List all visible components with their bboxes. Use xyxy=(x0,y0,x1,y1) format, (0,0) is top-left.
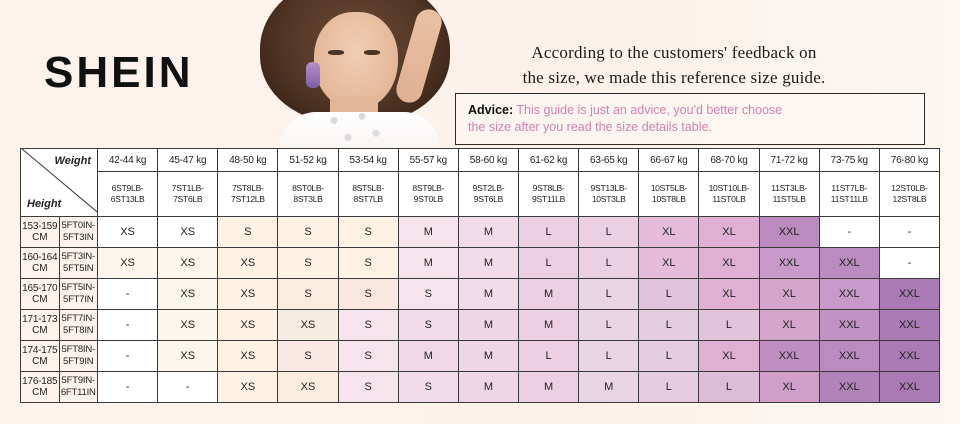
height-ft-cell: 5FT7IN- 5FT8IN xyxy=(59,310,98,341)
size-cell: XS xyxy=(98,217,158,248)
size-cell: XS xyxy=(158,279,218,310)
size-cell: XS xyxy=(218,372,278,403)
weight-lb-header: 10ST5LB-10ST8LB xyxy=(639,172,699,217)
weight-lb-header: 8ST0LB-8ST3LB xyxy=(278,172,338,217)
advice-label: Advice: xyxy=(468,103,514,117)
size-cell: L xyxy=(579,310,639,341)
weight-kg-header: 71-72 kg xyxy=(759,149,819,172)
weight-kg-header: 45-47 kg xyxy=(158,149,218,172)
size-cell: XL xyxy=(699,279,759,310)
size-cell: S xyxy=(278,279,338,310)
size-cell: S xyxy=(338,310,398,341)
advice-line-1 xyxy=(468,102,912,119)
weight-kg-header: 58-60 kg xyxy=(458,149,518,172)
weight-kg-header: 73-75 kg xyxy=(819,149,879,172)
size-cell: - xyxy=(98,341,158,372)
lace-detail xyxy=(320,108,390,150)
table-row xyxy=(21,248,940,279)
size-cell: XS xyxy=(278,372,338,403)
advice-text-1: This guide is just an advice, you'd better choose xyxy=(513,103,783,117)
size-cell: XS xyxy=(218,279,278,310)
size-cell: S xyxy=(338,248,398,279)
weight-lb-header: 7ST1LB-7ST6LB xyxy=(158,172,218,217)
weight-kg-header: 48-50 kg xyxy=(218,149,278,172)
header-banner xyxy=(0,0,960,150)
size-cell: L xyxy=(518,341,578,372)
size-cell: S xyxy=(398,372,458,403)
size-cell: L xyxy=(699,372,759,403)
height-cm-cell: 171-173 CM xyxy=(21,310,60,341)
size-cell: S xyxy=(338,372,398,403)
headline-line-2: the size, we made this reference size guide. xyxy=(522,68,826,87)
size-cell: M xyxy=(458,248,518,279)
size-cell: - xyxy=(98,372,158,403)
size-cell: XXL xyxy=(759,248,819,279)
table-row xyxy=(21,341,940,372)
size-cell: XL xyxy=(699,341,759,372)
size-cell: XXL xyxy=(819,310,879,341)
weight-kg-header: 76-80 kg xyxy=(879,149,939,172)
height-cm-cell: 160-164 CM xyxy=(21,248,60,279)
size-cell: S xyxy=(398,279,458,310)
size-cell: XXL xyxy=(759,341,819,372)
table-corner-header xyxy=(21,149,98,217)
height-header-label: Height xyxy=(27,198,62,210)
weight-lb-header: 11ST7LB-11ST11LB xyxy=(819,172,879,217)
size-cell: XS xyxy=(278,310,338,341)
height-ft-cell: 5FT8IN- 5FT9IN xyxy=(59,341,98,372)
size-cell: XS xyxy=(218,341,278,372)
size-cell: - xyxy=(98,279,158,310)
model-eye-left xyxy=(328,50,344,55)
table-row xyxy=(21,372,940,403)
size-cell: L xyxy=(639,341,699,372)
weight-kg-header: 51-52 kg xyxy=(278,149,338,172)
size-cell: M xyxy=(458,341,518,372)
table-head xyxy=(21,149,940,217)
size-cell: M xyxy=(518,279,578,310)
weight-lb-header: 6ST9LB-6ST13LB xyxy=(98,172,158,217)
size-cell: M xyxy=(518,310,578,341)
size-cell: M xyxy=(458,372,518,403)
earring-icon xyxy=(306,62,320,88)
size-cell: XXL xyxy=(819,341,879,372)
size-cell: S xyxy=(338,279,398,310)
weight-kg-header: 66-67 kg xyxy=(639,149,699,172)
size-cell: L xyxy=(518,217,578,248)
size-cell: XXL xyxy=(819,248,879,279)
brand-logo: SHEIN xyxy=(44,48,194,97)
size-cell: XS xyxy=(158,217,218,248)
size-cell: L xyxy=(639,279,699,310)
header-row-kg xyxy=(21,149,940,172)
headline-line-1: According to the customers' feedback on xyxy=(531,43,817,62)
size-cell: M xyxy=(398,248,458,279)
size-cell: XS xyxy=(158,248,218,279)
size-cell: S xyxy=(278,341,338,372)
size-cell: M xyxy=(458,310,518,341)
size-cell: XXL xyxy=(879,279,939,310)
size-cell: L xyxy=(579,341,639,372)
size-cell: S xyxy=(338,217,398,248)
size-cell: - xyxy=(98,310,158,341)
size-cell: M xyxy=(398,341,458,372)
size-cell: XXL xyxy=(879,341,939,372)
size-cell: S xyxy=(338,341,398,372)
size-cell: - xyxy=(819,217,879,248)
size-cell: S xyxy=(398,310,458,341)
table-body xyxy=(21,217,940,403)
size-cell: XL xyxy=(699,217,759,248)
height-ft-cell: 5FT3IN- 5FT5IN xyxy=(59,248,98,279)
weight-lb-header: 8ST5LB-8ST7LB xyxy=(338,172,398,217)
size-cell: XS xyxy=(98,248,158,279)
size-cell: - xyxy=(879,217,939,248)
size-cell: XL xyxy=(759,279,819,310)
size-cell: XXL xyxy=(879,310,939,341)
table-row xyxy=(21,279,940,310)
size-cell: - xyxy=(879,248,939,279)
size-cell: - xyxy=(158,372,218,403)
size-cell: L xyxy=(579,279,639,310)
size-cell: M xyxy=(458,217,518,248)
size-cell: XXL xyxy=(879,372,939,403)
height-ft-cell: 5FT9IN- 6FT11IN xyxy=(59,372,98,403)
size-cell: M xyxy=(458,279,518,310)
weight-kg-header: 63-65 kg xyxy=(579,149,639,172)
size-cell: L xyxy=(579,248,639,279)
size-chart-table xyxy=(20,148,940,403)
weight-lb-header: 9ST2LB-9ST6LB xyxy=(458,172,518,217)
advice-box xyxy=(455,93,925,145)
size-cell: XXL xyxy=(819,372,879,403)
height-ft-cell: 5FT5IN- 5FT7IN xyxy=(59,279,98,310)
size-cell: L xyxy=(579,217,639,248)
weight-kg-header: 53-54 kg xyxy=(338,149,398,172)
table-row xyxy=(21,217,940,248)
weight-header-label: Weight xyxy=(54,155,91,167)
size-cell: XS xyxy=(158,341,218,372)
weight-lb-header: 10ST10LB-11ST0LB xyxy=(699,172,759,217)
size-cell: XS xyxy=(158,310,218,341)
size-cell: S xyxy=(278,248,338,279)
weight-lb-header: 12ST0LB-12ST8LB xyxy=(879,172,939,217)
size-cell: M xyxy=(398,217,458,248)
advice-line-2: the size after you read the size details table. xyxy=(468,120,712,134)
size-cell: XS xyxy=(218,248,278,279)
weight-lb-header: 9ST8LB-9ST11LB xyxy=(518,172,578,217)
height-ft-cell: 5FT0IN- 5FT3IN xyxy=(59,217,98,248)
size-cell: XL xyxy=(759,310,819,341)
size-cell: XL xyxy=(639,217,699,248)
weight-lb-header: 7ST8LB-7ST12LB xyxy=(218,172,278,217)
size-cell: L xyxy=(518,248,578,279)
size-cell: S xyxy=(218,217,278,248)
model-eye-right xyxy=(364,50,380,55)
weight-kg-header: 68-70 kg xyxy=(699,149,759,172)
size-cell: L xyxy=(639,372,699,403)
height-cm-cell: 176-185 CM xyxy=(21,372,60,403)
weight-kg-header: 61-62 kg xyxy=(518,149,578,172)
header-row-lb xyxy=(21,172,940,217)
size-cell: L xyxy=(699,310,759,341)
size-cell: L xyxy=(639,310,699,341)
size-cell: XXL xyxy=(819,279,879,310)
weight-lb-header: 8ST9LB-9ST0LB xyxy=(398,172,458,217)
size-cell: XL xyxy=(639,248,699,279)
size-cell: XXL xyxy=(759,217,819,248)
weight-lb-header: 9ST13LB-10ST3LB xyxy=(579,172,639,217)
weight-kg-header: 55-57 kg xyxy=(398,149,458,172)
size-cell: S xyxy=(278,217,338,248)
size-cell: M xyxy=(579,372,639,403)
headline xyxy=(424,40,924,90)
size-cell: XL xyxy=(699,248,759,279)
size-cell: XS xyxy=(218,310,278,341)
weight-lb-header: 11ST3LB-11ST5LB xyxy=(759,172,819,217)
height-cm-cell: 174-175 CM xyxy=(21,341,60,372)
size-cell: XL xyxy=(759,372,819,403)
height-cm-cell: 165-170 CM xyxy=(21,279,60,310)
weight-kg-header: 42-44 kg xyxy=(98,149,158,172)
height-cm-cell: 153-159 CM xyxy=(21,217,60,248)
table-row xyxy=(21,310,940,341)
size-cell: M xyxy=(518,372,578,403)
